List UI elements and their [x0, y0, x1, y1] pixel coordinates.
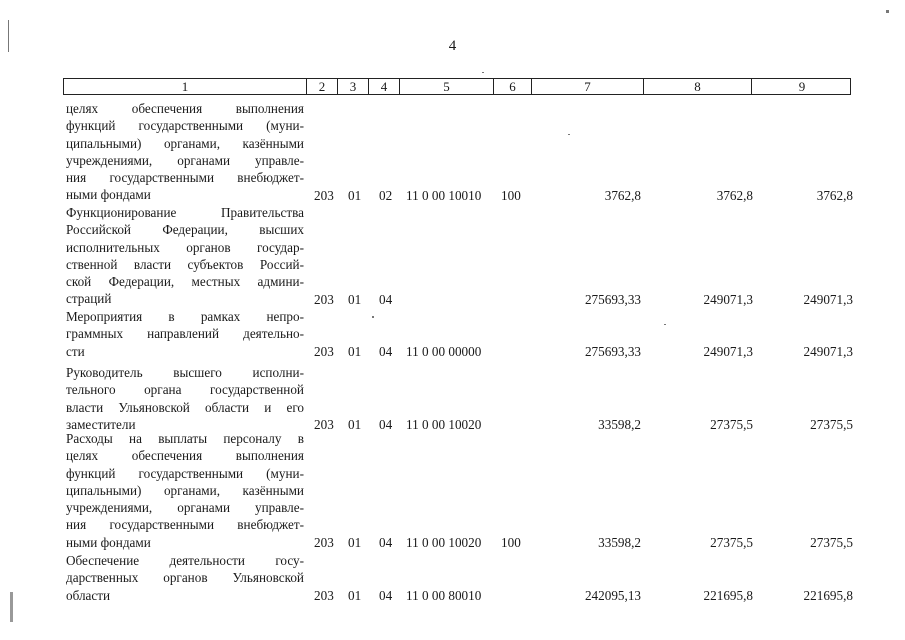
cell-col-5: 11 0 00 10010: [406, 187, 482, 203]
description-line: ципальными) органами, казёнными: [66, 482, 304, 498]
cell-col-8: 3762,8: [716, 187, 753, 203]
row-description: [66, 204, 304, 308]
description-line: сти: [66, 343, 85, 359]
cell-col-9: 221695,8: [803, 587, 853, 603]
description-line: Функционирование Правительства: [66, 205, 304, 220]
cell-col-8: 27375,5: [710, 534, 753, 550]
cell-col-8: 27375,5: [710, 416, 753, 432]
header-col-6: 6: [494, 79, 532, 94]
description-line: функций государственными (муни-: [66, 118, 304, 134]
page-number: 4: [448, 38, 457, 54]
cell-col-3: 01: [348, 587, 362, 603]
description-line: целях обеспечения выполнения: [66, 101, 304, 116]
description-line: функций государственными (муни-: [66, 465, 304, 481]
header-col-9: 9: [798, 79, 806, 94]
description-line: заместители: [66, 416, 136, 432]
cell-col-2: 203: [314, 187, 334, 203]
cell-col-8: 249071,3: [703, 291, 753, 307]
cell-col-8: 221695,8: [703, 587, 753, 603]
description-line: ными фондами: [66, 187, 151, 203]
cell-col-3: 01: [348, 291, 362, 307]
description-line: Руководитель высшего исполни-: [66, 365, 304, 380]
cell-col-2: 203: [314, 534, 334, 550]
row-description: [66, 552, 304, 604]
cell-col-2: 203: [314, 416, 334, 432]
description-line: Российской Федерации, высших: [66, 222, 304, 238]
row-description: [66, 430, 304, 551]
cell-col-3: 01: [348, 534, 362, 550]
header-col-2: 2: [307, 79, 338, 94]
row-description: [66, 100, 304, 204]
description-line: дарственных органов Ульяновской: [66, 570, 304, 586]
cell-col-5: 11 0 00 10020: [406, 416, 482, 432]
header-col-5: 5: [400, 79, 494, 94]
cell-col-4: 04: [379, 291, 393, 307]
description-line: власти Ульяновской области и его: [66, 399, 304, 415]
cell-col-6: 100: [501, 187, 521, 203]
cell-col-2: 203: [314, 343, 334, 359]
cell-col-9: 249071,3: [803, 291, 853, 307]
row-description: [66, 308, 304, 360]
description-line: учреждениями, органами управле-: [66, 152, 304, 168]
description-line: ния государственными внебюджет-: [66, 170, 304, 186]
description-line: страций: [66, 291, 112, 307]
cell-col-9: 3762,8: [816, 187, 853, 203]
scan-speck: [886, 10, 889, 13]
cell-col-4: 04: [379, 343, 393, 359]
scan-speck: [10, 592, 13, 622]
cell-col-7: 33598,2: [598, 416, 641, 432]
header-col-7: 7: [532, 79, 644, 94]
description-line: граммных направлений деятельно-: [66, 326, 304, 342]
header-col-8: 8: [644, 79, 752, 94]
header-col-1: 1: [64, 79, 307, 94]
description-line: тельного органа государственной: [66, 382, 304, 398]
cell-col-9: 27375,5: [810, 416, 853, 432]
cell-col-3: 01: [348, 416, 362, 432]
row-description: [66, 364, 304, 433]
cell-col-5: 11 0 00 80010: [406, 587, 482, 603]
description-line: учреждениями, органами управле-: [66, 500, 304, 516]
cell-col-7: 33598,2: [598, 534, 641, 550]
cell-col-8: 249071,3: [703, 343, 753, 359]
scan-speck: [482, 72, 484, 73]
description-line: исполнительных органов государ-: [66, 239, 304, 255]
cell-col-4: 04: [379, 587, 393, 603]
description-line: Расходы на выплаты персоналу в: [66, 431, 304, 446]
scan-speck: [8, 20, 9, 52]
description-line: ными фондами: [66, 534, 151, 550]
scan-speck: [372, 316, 374, 318]
cell-col-9: 27375,5: [810, 534, 853, 550]
cell-col-6: 100: [501, 534, 521, 550]
table-header: [63, 78, 851, 95]
cell-col-4: 02: [379, 187, 393, 203]
scan-speck: [568, 134, 570, 135]
cell-col-4: 04: [379, 534, 393, 550]
description-line: ственной власти субъектов Россий-: [66, 256, 304, 272]
description-line: ской Федерации, местных админи-: [66, 274, 304, 290]
cell-col-7: 275693,33: [584, 343, 641, 359]
cell-col-7: 275693,33: [584, 291, 641, 307]
cell-col-2: 203: [314, 587, 334, 603]
cell-col-7: 242095,13: [584, 587, 641, 603]
cell-col-7: 3762,8: [604, 187, 641, 203]
cell-col-3: 01: [348, 343, 362, 359]
description-line: ния государственными внебюджет-: [66, 517, 304, 533]
description-line: Обеспечение деятельности госу-: [66, 553, 304, 568]
description-line: ципальными) органами, казёнными: [66, 135, 304, 151]
description-line: целях обеспечения выполнения: [66, 448, 304, 464]
description-line: области: [66, 587, 111, 603]
cell-col-2: 203: [314, 291, 334, 307]
cell-col-5: 11 0 00 00000: [406, 343, 482, 359]
cell-col-5: 11 0 00 10020: [406, 534, 482, 550]
cell-col-9: 249071,3: [803, 343, 853, 359]
scan-speck: [664, 324, 666, 325]
cell-col-4: 04: [379, 416, 393, 432]
description-line: Мероприятия в рамках непро-: [66, 309, 304, 324]
cell-col-3: 01: [348, 187, 362, 203]
header-col-4: 4: [369, 79, 400, 94]
header-col-3: 3: [338, 79, 369, 94]
